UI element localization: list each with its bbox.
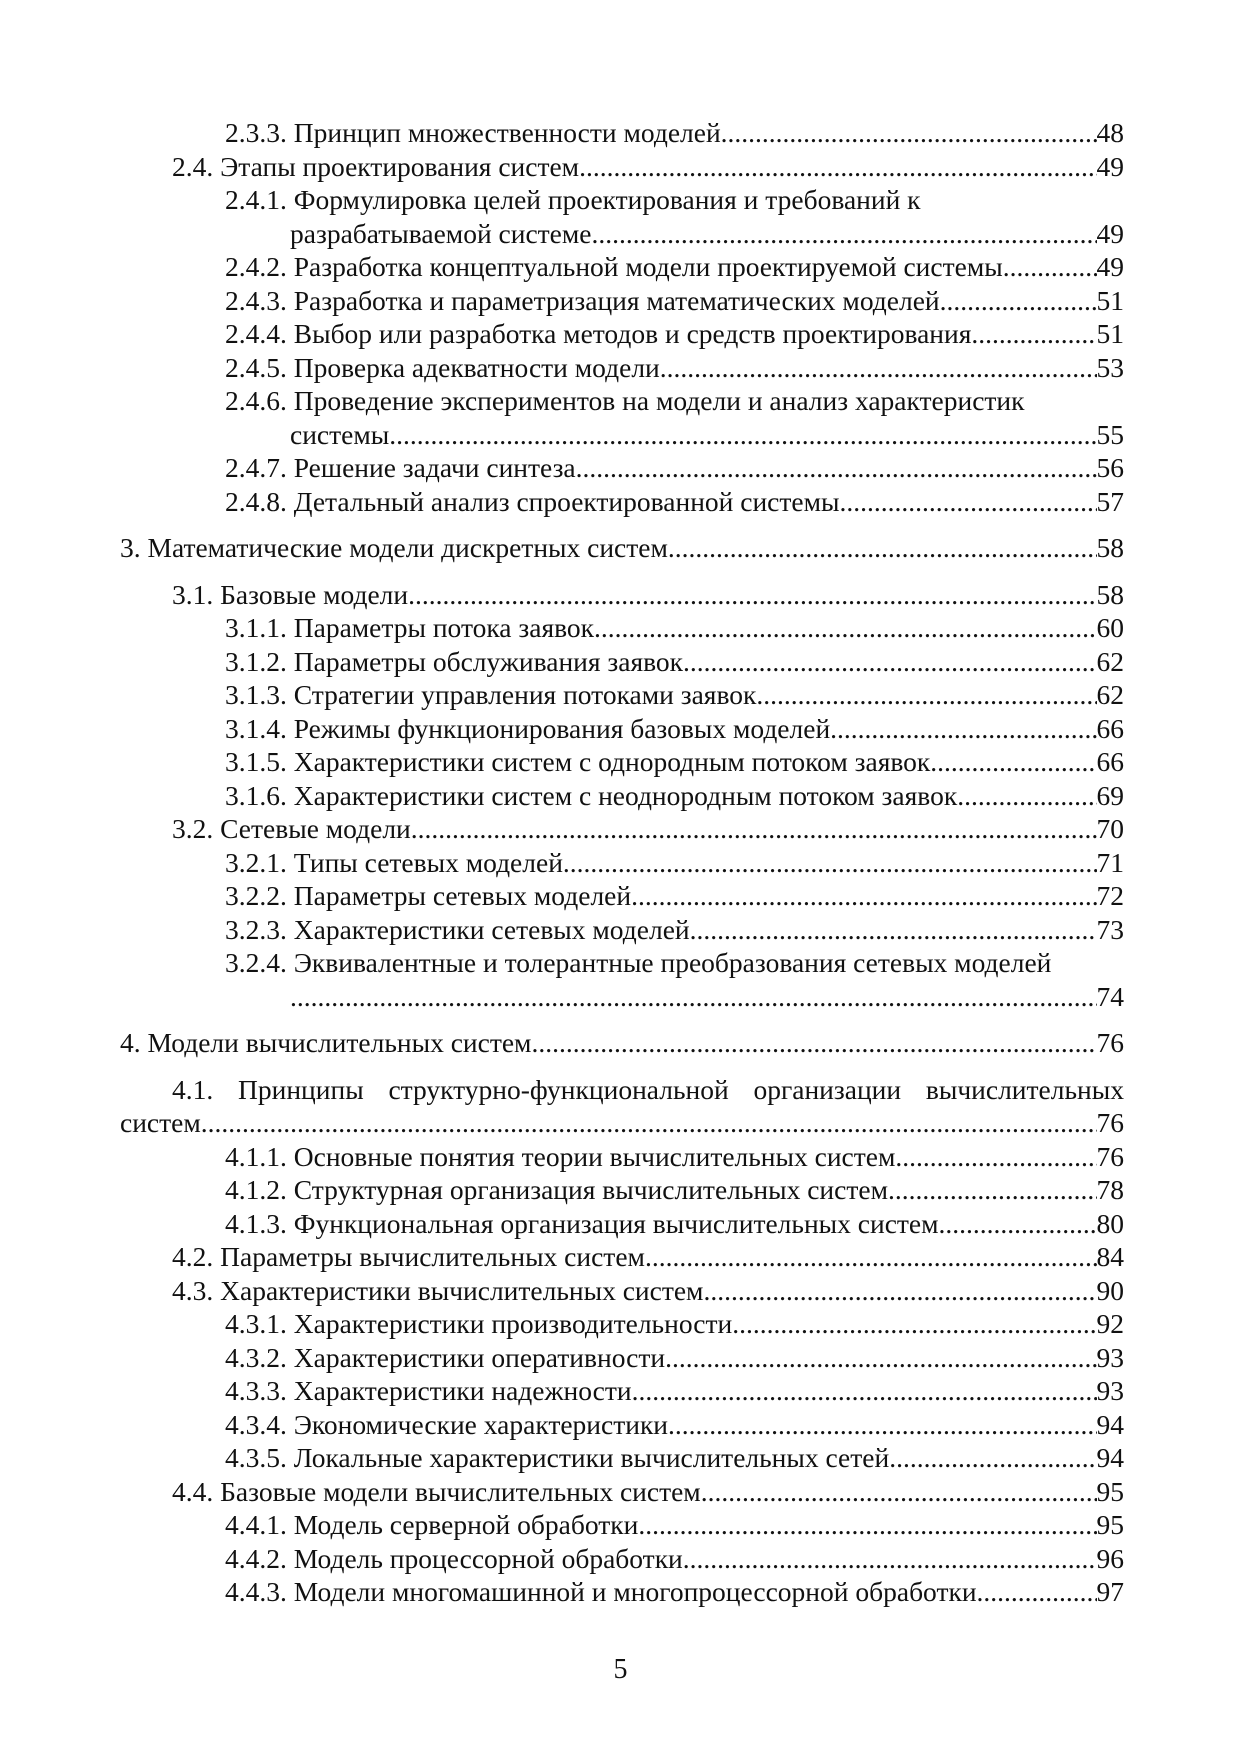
toc-entry-number: 4.1. <box>172 1073 214 1105</box>
toc-entry[interactable] <box>120 1140 1124 1174</box>
toc-page-number: 60 <box>1096 612 1124 643</box>
toc-entry-number: 2.4.5. <box>225 351 287 383</box>
toc-page-number: 51 <box>1096 318 1124 349</box>
toc-entry-title: Стратегии управления потоками заявок <box>293 679 757 710</box>
toc-leader-dots <box>594 611 1097 645</box>
toc-entry-title: Параметры вычислительных систем <box>220 1241 645 1272</box>
toc-page-number: 62 <box>1096 645 1124 677</box>
toc-chapter-entry[interactable] <box>120 531 1124 565</box>
toc-entry[interactable] <box>120 1307 1124 1341</box>
toc-entry[interactable] <box>120 1374 1124 1408</box>
toc-entry[interactable] <box>120 284 1124 318</box>
toc-entry-title-word: организации <box>753 1073 902 1105</box>
toc-entry-number: 3.2.3. <box>225 913 287 945</box>
toc-entry-title: Параметры обслуживания заявок <box>293 645 684 677</box>
toc-entry-number: 4.2. <box>172 1241 214 1272</box>
toc-entry-title: Базовые модели <box>220 578 409 610</box>
toc-leader-dots <box>930 745 1096 779</box>
toc-leader-dots <box>408 578 1096 612</box>
toc-page-number: 57 <box>1096 485 1124 517</box>
toc-entry[interactable] <box>120 150 1124 184</box>
toc-leader-dots <box>645 1240 1097 1274</box>
toc-entry-number: 3.2.2. <box>225 880 287 911</box>
toc-entry-title: Параметры сетевых моделей <box>293 880 632 911</box>
toc-leader-dots <box>638 1508 1096 1542</box>
toc-page-number: 69 <box>1096 779 1124 811</box>
toc-entry[interactable] <box>120 1441 1124 1475</box>
toc-entry-title: Модели вычислительных систем <box>147 1027 532 1058</box>
toc-page-number: 66 <box>1096 746 1124 777</box>
toc-entry-number: 3.1.6. <box>225 779 287 811</box>
toc-entry[interactable] <box>120 712 1124 746</box>
toc-entry-title: Разработка и параметризация математических моделей <box>293 284 940 316</box>
toc-page-number: 76 <box>1096 1107 1124 1138</box>
toc-entry[interactable] <box>120 1173 1124 1207</box>
toc-entry-title-word: Принципы <box>238 1073 364 1105</box>
toc-entry-title-continuation: систем <box>120 1107 201 1138</box>
toc-entry[interactable] <box>120 1207 1124 1241</box>
toc-entry-number: 2.4.4. <box>225 318 287 349</box>
toc-entry-number: 3.2.1. <box>225 846 287 878</box>
toc-entry-number: 2.4.2. <box>225 251 287 282</box>
toc-entry[interactable] <box>120 1575 1124 1609</box>
toc-entry[interactable] <box>120 1408 1124 1442</box>
toc-entry-number: 2.4.7. <box>225 452 287 483</box>
toc-entry-title-word: структурно-функциональной <box>388 1073 729 1105</box>
toc-entry-title: Функциональная организация вычислительных систем <box>293 1207 939 1239</box>
toc-entry-number: 3.1.1. <box>225 612 287 643</box>
toc-leader-dots <box>721 116 1097 150</box>
toc-leader-dots <box>703 1274 1096 1308</box>
toc-page-number: 96 <box>1096 1542 1124 1574</box>
toc-entry-number: 4.4. <box>172 1475 214 1507</box>
toc-entry-title: Модели многомашинной и многопроцессорной обработки <box>293 1576 977 1607</box>
toc-entry-number: 2.4. <box>172 150 214 182</box>
toc-page-number: 93 <box>1096 1341 1124 1373</box>
toc-page-number: 70 <box>1096 813 1124 844</box>
toc-page-number: 76 <box>1096 1027 1124 1058</box>
toc-page-number: 92 <box>1096 1308 1124 1339</box>
toc-page-number: 78 <box>1096 1174 1124 1205</box>
toc-entry-number: 4.3.2. <box>225 1341 287 1373</box>
toc-entry-title: Параметры потока заявок <box>293 612 594 643</box>
toc-entry[interactable] <box>120 116 1124 150</box>
toc-page-number: 71 <box>1096 846 1124 878</box>
toc-page-number: 72 <box>1096 880 1124 911</box>
toc-leader-dots <box>690 913 1097 947</box>
toc-entry-number: 4.1.3. <box>225 1207 287 1239</box>
toc-page-number: 49 <box>1096 217 1124 249</box>
toc-leader-dots <box>756 678 1096 712</box>
toc-entry[interactable] <box>120 879 1124 913</box>
toc-entry-continuation[interactable] <box>120 980 1124 1014</box>
toc-page-number: 97 <box>1096 1576 1124 1607</box>
toc-page-number: 90 <box>1096 1274 1124 1306</box>
toc-entry-title-continuation: разрабатываемой системе <box>290 217 592 249</box>
toc-entry[interactable] <box>120 678 1124 712</box>
toc-entry-title: Проведение экспериментов на модели и анализ характеристик <box>293 385 1025 416</box>
toc-entry-title-continuation: системы <box>290 418 390 450</box>
toc-leader-dots <box>839 485 1096 519</box>
toc-leader-dots <box>389 418 1096 452</box>
toc-entry-number: 3.1.5. <box>225 746 287 777</box>
toc-entry-title: Модель серверной обработки <box>293 1509 639 1540</box>
page-number: 5 <box>613 1654 628 1685</box>
toc-entry-number: 2.4.1. <box>225 184 287 215</box>
toc-entry-continuation[interactable] <box>120 1106 1124 1140</box>
toc-leader-dots <box>411 812 1097 846</box>
toc-entry-number: 2.4.6. <box>225 385 287 416</box>
toc-page-number: 74 <box>1096 980 1124 1012</box>
toc-leader-dots <box>957 779 1096 813</box>
toc-entry-title: Выбор или разработка методов и средств проектирования <box>293 318 972 349</box>
toc-entry[interactable] <box>120 846 1124 880</box>
toc-entry-title: Решение задачи синтеза <box>293 452 576 483</box>
toc-entry-title: Математические модели дискретных систем <box>147 532 668 563</box>
toc-entry-number: 4.4.2. <box>225 1542 287 1574</box>
toc-page-number: 80 <box>1096 1207 1124 1239</box>
toc-leader-dots <box>290 980 1097 1014</box>
table-of-contents <box>120 116 1124 1609</box>
toc-entry[interactable] <box>120 578 1124 612</box>
toc-entry-number: 3.1.3. <box>225 679 287 710</box>
toc-entry-title: Модель процессорной обработки <box>293 1542 683 1574</box>
toc-leader-dots <box>201 1106 1097 1140</box>
toc-leader-dots <box>563 846 1097 880</box>
toc-page-number: 94 <box>1096 1408 1124 1440</box>
toc-entry-number: 3. <box>120 532 141 563</box>
toc-entry[interactable] <box>120 1508 1124 1542</box>
toc-entry-title: Этапы проектирования систем <box>220 150 580 182</box>
toc-page-number: 56 <box>1096 452 1124 483</box>
toc-page-number: 58 <box>1096 532 1124 563</box>
toc-entry[interactable] <box>120 351 1124 385</box>
toc-entry-title: Формулировка целей проектирования и требований к <box>293 184 921 215</box>
toc-entry-number: 4.3. <box>172 1274 214 1306</box>
toc-leader-dots <box>683 645 1096 679</box>
toc-entry-title: Принцип множественности моделей <box>293 117 721 148</box>
toc-entry-title: Характеристики производительности <box>293 1308 733 1339</box>
toc-entry-number: 3.2. <box>172 813 214 844</box>
toc-leader-dots <box>895 1140 1096 1174</box>
toc-entry-number: 2.3.3. <box>225 117 287 148</box>
toc-leader-dots <box>531 1026 1096 1060</box>
toc-entry-number: 4.3.1. <box>225 1308 287 1339</box>
toc-entry-number: 4.3.5. <box>225 1442 287 1473</box>
toc-page-number: 93 <box>1096 1375 1124 1406</box>
toc-entry[interactable] <box>120 485 1124 519</box>
toc-leader-dots <box>665 1341 1096 1375</box>
toc-entry[interactable] <box>120 1341 1124 1375</box>
toc-entry-continuation[interactable] <box>120 217 1124 251</box>
toc-page-number: 84 <box>1096 1241 1124 1272</box>
toc-entry[interactable] <box>120 317 1124 351</box>
toc-entry[interactable] <box>120 1542 1124 1576</box>
toc-entry[interactable] <box>120 779 1124 813</box>
toc-page-number: 76 <box>1096 1140 1124 1172</box>
toc-entry-number: 4.3.4. <box>225 1408 287 1440</box>
toc-leader-dots <box>889 1441 1096 1475</box>
toc-page-number: 49 <box>1096 251 1124 282</box>
toc-entry[interactable] <box>120 1073 1124 1107</box>
toc-entry[interactable] <box>120 451 1124 485</box>
toc-entry[interactable] <box>120 946 1124 980</box>
toc-leader-dots <box>668 1408 1096 1442</box>
toc-leader-dots <box>683 1542 1097 1576</box>
toc-leader-dots <box>632 1374 1097 1408</box>
toc-leader-dots <box>939 1207 1097 1241</box>
toc-entry[interactable] <box>120 745 1124 779</box>
toc-page-number: 73 <box>1096 913 1124 945</box>
toc-entry-title: Характеристики вычислительных систем <box>220 1274 704 1306</box>
toc-entry-title: Типы сетевых моделей <box>293 846 563 878</box>
toc-entry-number: 3.1.2. <box>225 645 287 677</box>
toc-page-number: 95 <box>1096 1509 1124 1540</box>
toc-entry-number: 2.4.3. <box>225 284 287 316</box>
toc-entry-number: 4. <box>120 1027 141 1058</box>
toc-entry-title-word: вычислительных <box>925 1073 1124 1105</box>
toc-entry-title: Эквивалентные и толерантные преобразования сетевых моделей <box>293 947 1052 978</box>
toc-entry[interactable] <box>120 384 1124 418</box>
toc-leader-dots <box>888 1173 1097 1207</box>
toc-entry[interactable] <box>120 250 1124 284</box>
toc-entry-number: 4.1.1. <box>225 1140 287 1172</box>
toc-entry-title: Базовые модели вычислительных систем <box>220 1475 701 1507</box>
toc-page-number: 66 <box>1096 712 1124 744</box>
toc-leader-dots <box>977 1575 1097 1609</box>
toc-leader-dots <box>1003 250 1097 284</box>
toc-entry-title: Режимы функционирования базовых моделей <box>293 712 831 744</box>
toc-entry-number: 4.3.3. <box>225 1375 287 1406</box>
toc-entry-title: Сетевые модели <box>220 813 411 844</box>
toc-page-number: 58 <box>1096 578 1124 610</box>
toc-entry-number: 3.1. <box>172 578 214 610</box>
toc-page-number: 55 <box>1096 418 1124 450</box>
toc-entry-title: Проверка адекватности модели <box>293 351 660 383</box>
toc-entry-title: Характеристики надежности <box>293 1375 632 1406</box>
toc-leader-dots <box>660 351 1097 385</box>
toc-entry-number: 3.2.4. <box>225 947 287 978</box>
toc-leader-dots <box>701 1475 1097 1509</box>
toc-entry[interactable] <box>120 611 1124 645</box>
toc-entry-title: Характеристики систем с однородным потоком заявок <box>293 746 931 777</box>
toc-entry-number: 3.1.4. <box>225 712 287 744</box>
toc-entry-number: 4.1.2. <box>225 1174 287 1205</box>
toc-entry-title: Структурная организация вычислительных систем <box>293 1174 888 1205</box>
toc-leader-dots <box>579 150 1096 184</box>
toc-entry-title: Локальные характеристики вычислительных сетей <box>293 1442 890 1473</box>
toc-entry-number: 2.4.8. <box>225 485 287 517</box>
toc-entry-title: Детальный анализ спроектированной системы <box>293 485 840 517</box>
toc-page-number: 53 <box>1096 351 1124 383</box>
toc-leader-dots <box>631 879 1096 913</box>
toc-entry-title: Характеристики сетевых моделей <box>293 913 690 945</box>
toc-entry-number: 4.4.3. <box>225 1576 287 1607</box>
toc-entry[interactable] <box>120 812 1124 846</box>
toc-page-number: 95 <box>1096 1475 1124 1507</box>
toc-entry[interactable] <box>120 1240 1124 1274</box>
toc-page-number: 94 <box>1096 1442 1124 1473</box>
toc-page-number: 49 <box>1096 150 1124 182</box>
toc-entry[interactable] <box>120 183 1124 217</box>
toc-entry-title: Разработка концептуальной модели проектируемой системы <box>293 251 1003 282</box>
toc-leader-dots <box>668 531 1097 565</box>
toc-entry[interactable] <box>120 645 1124 679</box>
toc-leader-dots <box>592 217 1097 251</box>
toc-leader-dots <box>830 712 1096 746</box>
toc-page-number: 62 <box>1096 679 1124 710</box>
toc-leader-dots <box>971 317 1096 351</box>
toc-entry-title: Экономические характеристики <box>293 1408 669 1440</box>
toc-entry-title: Основные понятия теории вычислительных систем <box>293 1140 896 1172</box>
toc-leader-dots <box>940 284 1097 318</box>
toc-page-number: 48 <box>1096 117 1124 148</box>
toc-entry-title: Характеристики оперативности <box>293 1341 666 1373</box>
toc-leader-dots <box>732 1307 1096 1341</box>
toc-entry[interactable] <box>120 913 1124 947</box>
toc-entry-title: Характеристики систем с неоднородным потоком заявок <box>293 779 958 811</box>
toc-page-number: 51 <box>1096 284 1124 316</box>
toc-entry-continuation[interactable] <box>120 418 1124 452</box>
toc-entry[interactable] <box>120 1475 1124 1509</box>
toc-entry-number: 4.4.1. <box>225 1509 287 1540</box>
toc-chapter-entry[interactable] <box>120 1026 1124 1060</box>
toc-entry[interactable] <box>120 1274 1124 1308</box>
toc-leader-dots <box>576 451 1097 485</box>
